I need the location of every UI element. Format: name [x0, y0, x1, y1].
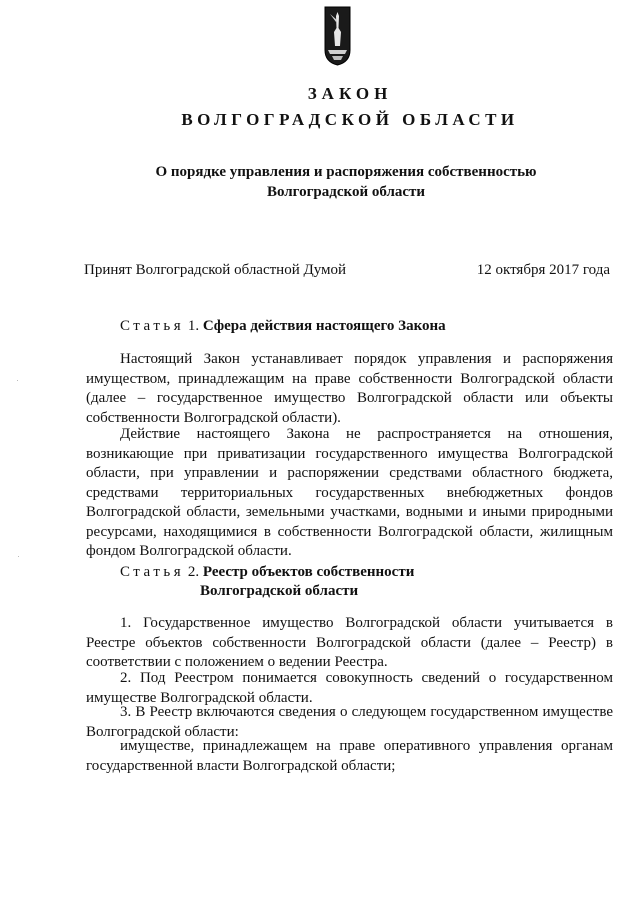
article-number: 1. [187, 318, 200, 334]
article-number: 2. [187, 564, 200, 580]
scan-speck [18, 556, 19, 557]
article-title-continuation: Волгоградской области [200, 583, 359, 599]
article-1-paragraph-2: Действие настоящего Закона не распространяется на отношения, возникающие при приватизации государственного имущества Волгоградской области, при управлении и распоряжении средствами областного бюджета, средствами территориальных государственных внебюджетных фондов Волгоградской области, земельными участками, водными и иными природными ресурсами, находящимися в собственности Волгоградской области, жилищным фондом Волгоградской области. [86, 426, 613, 559]
article-word: Статья [120, 318, 185, 334]
subtitle-line-1: О порядке управления и распоряжения собственностью [155, 164, 537, 180]
adoption-date: 12 октября 2017 года [476, 262, 610, 278]
coat-of-arms-icon [324, 6, 351, 66]
adoption-row [84, 262, 610, 279]
adopted-by-text: Принят Волгоградской областной Думой [84, 262, 347, 278]
article-2-heading [120, 563, 414, 601]
article-title: Реестр объектов собственности [202, 564, 415, 580]
law-subtitle [0, 162, 640, 202]
article-2-paragraph-1: 1. Государственное имущество Волгоградской области учитывается в Реестре объектов собственности Волгоградской области (далее – Реестр) в соответствии с положением о ведении Реестра. [86, 615, 613, 670]
article-1-heading [120, 317, 446, 336]
article-2-paragraph-4: имуществе, принадлежащем на праве оперативного управления органам государственной власти Волгоградской области; [86, 738, 613, 774]
article-title: Сфера действия настоящего Закона [202, 318, 446, 334]
article-2-paragraph-2: 2. Под Реестром понимается совокупность сведений о государственном имуществе Волгоградской области. [86, 670, 613, 706]
subtitle-line-2: Волгоградской области [266, 184, 426, 200]
article-1-paragraph-1: Настоящий Закон устанавливает порядок управления и распоряжения имуществом, принадлежащим на праве собственности Волгоградской области (далее – государственное имущество Волгоградской области или объекты собственности Волгоградской области). [86, 351, 613, 426]
article-word: Статья [120, 564, 185, 580]
article-2-paragraph-3: 3. В Реестр включаются сведения о следующем государственном имуществе Волгоградской области: [86, 704, 613, 740]
document-type-title: ЗАКОН [307, 84, 393, 103]
scan-speck [17, 380, 18, 381]
region-title: ВОЛГОГРАДСКОЙ ОБЛАСТИ [181, 110, 519, 129]
